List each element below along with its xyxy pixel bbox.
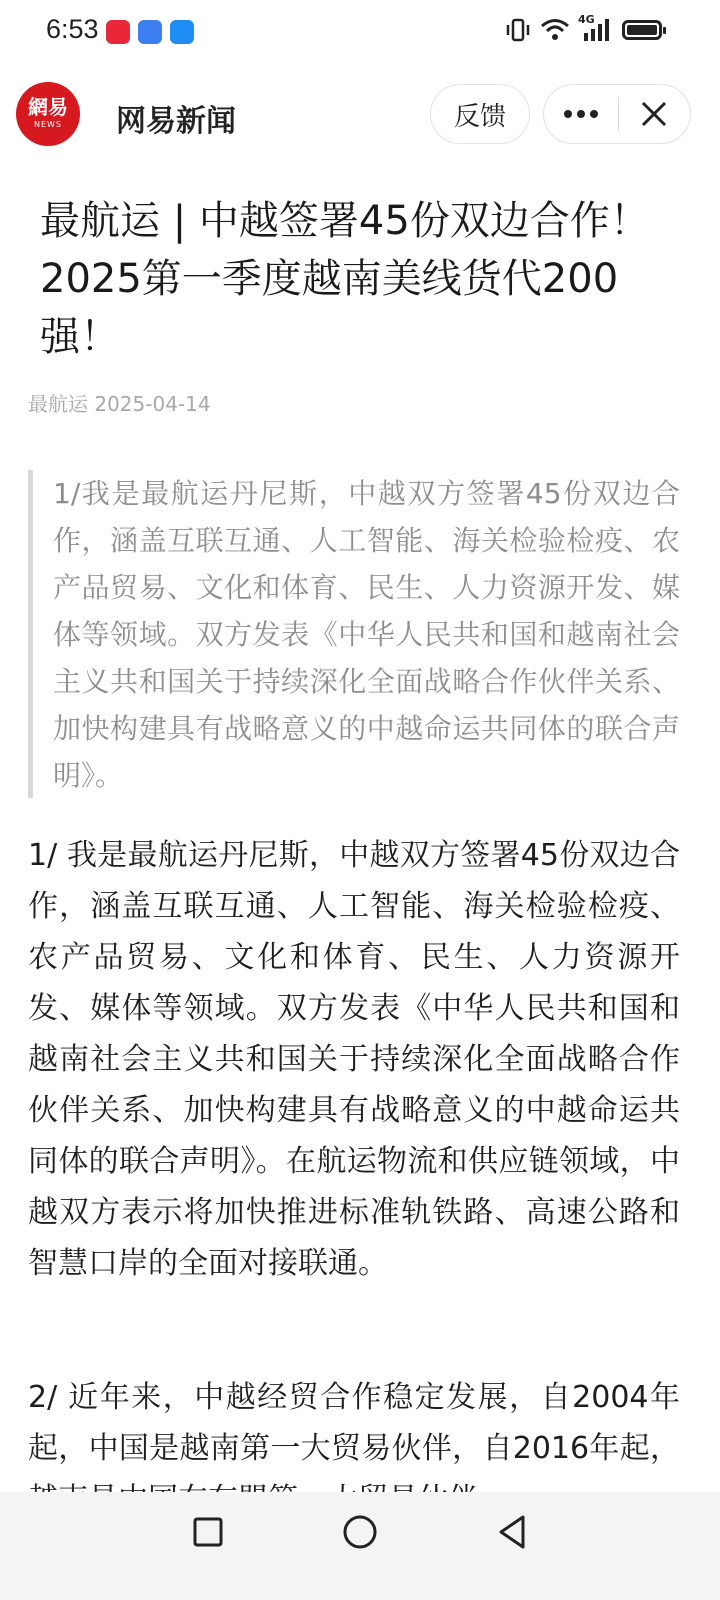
- signal-icon: [578, 17, 614, 43]
- article-date: 2025-04-14: [94, 392, 211, 416]
- menu-capsule: [543, 84, 691, 144]
- feedback-label: 反馈: [453, 101, 506, 132]
- system-nav-bar: [0, 1492, 720, 1600]
- back-triangle-icon: [496, 1514, 528, 1550]
- back-button[interactable]: [485, 1512, 539, 1552]
- article-title: 最航运 | 中越签署45份双边合作！2025第一季度越南美线货代200强！: [40, 198, 650, 360]
- more-icon: [563, 109, 599, 119]
- status-icons: [504, 13, 662, 44]
- status-time: 6:53: [46, 14, 99, 44]
- article-paragraph-2: 2/ 近年来，中越经贸合作稳定发展，自2004年起，中国是越南第一大贸易伙伴，自2016年起，: [28, 1380, 680, 1466]
- more-button[interactable]: [544, 84, 618, 144]
- recents-button[interactable]: [181, 1512, 235, 1552]
- brand-name: 网易新闻: [116, 104, 236, 139]
- notification-app-icon: [106, 20, 130, 44]
- close-button[interactable]: [619, 84, 691, 144]
- notification-cloud-icon: [170, 20, 194, 44]
- close-icon: [640, 100, 668, 128]
- wifi-icon: [540, 17, 570, 43]
- network-type: 4G: [578, 17, 614, 43]
- home-circle-icon: [342, 1514, 378, 1550]
- battery-icon: [622, 20, 662, 40]
- app-header: [0, 76, 720, 152]
- feedback-button[interactable]: [430, 84, 530, 144]
- notification-game-icon: [138, 20, 162, 44]
- article-paragraph-1: 1/ 我是最航运丹尼斯，中越双方签署45份双边合作，涵盖互联互通、人工智能、海关检验检疫、农产品贸易、文化和体育、民生、人力资源开发、媒体等领域。双方发表《中华人民共和国和越南社会主义共和国关于持续深化全面战略合作伙伴关系、加快构建具有战略意义的中越命运共同体的联合声明》。在航运物流和供应链领域，中越双方表示将加快推进标准轨铁路、高速公路和智慧口岸的全面对接联通。: [28, 838, 680, 1281]
- recents-square-icon: [192, 1516, 224, 1548]
- netease-news-logo: 網易 NEWS: [16, 82, 80, 146]
- home-button[interactable]: [333, 1512, 387, 1552]
- article-meta: [28, 388, 211, 417]
- vibrate-icon: [504, 16, 532, 44]
- status-bar: [0, 0, 720, 64]
- article-source[interactable]: 最航运: [28, 392, 88, 416]
- article-summary-quote: 1/我是最航运丹尼斯，中越双方签署45份双边合作，涵盖互联互通、人工智能、海关检验检疫、农产品贸易、文化和体育、民生、人力资源开发、媒体等领域。双方发表《中华人民共和国和越南社会主义共和国关于持续深化全面战略合作伙伴关系、加快构建具有战略意义的中越命运共同体的联合声明》。: [28, 470, 680, 798]
